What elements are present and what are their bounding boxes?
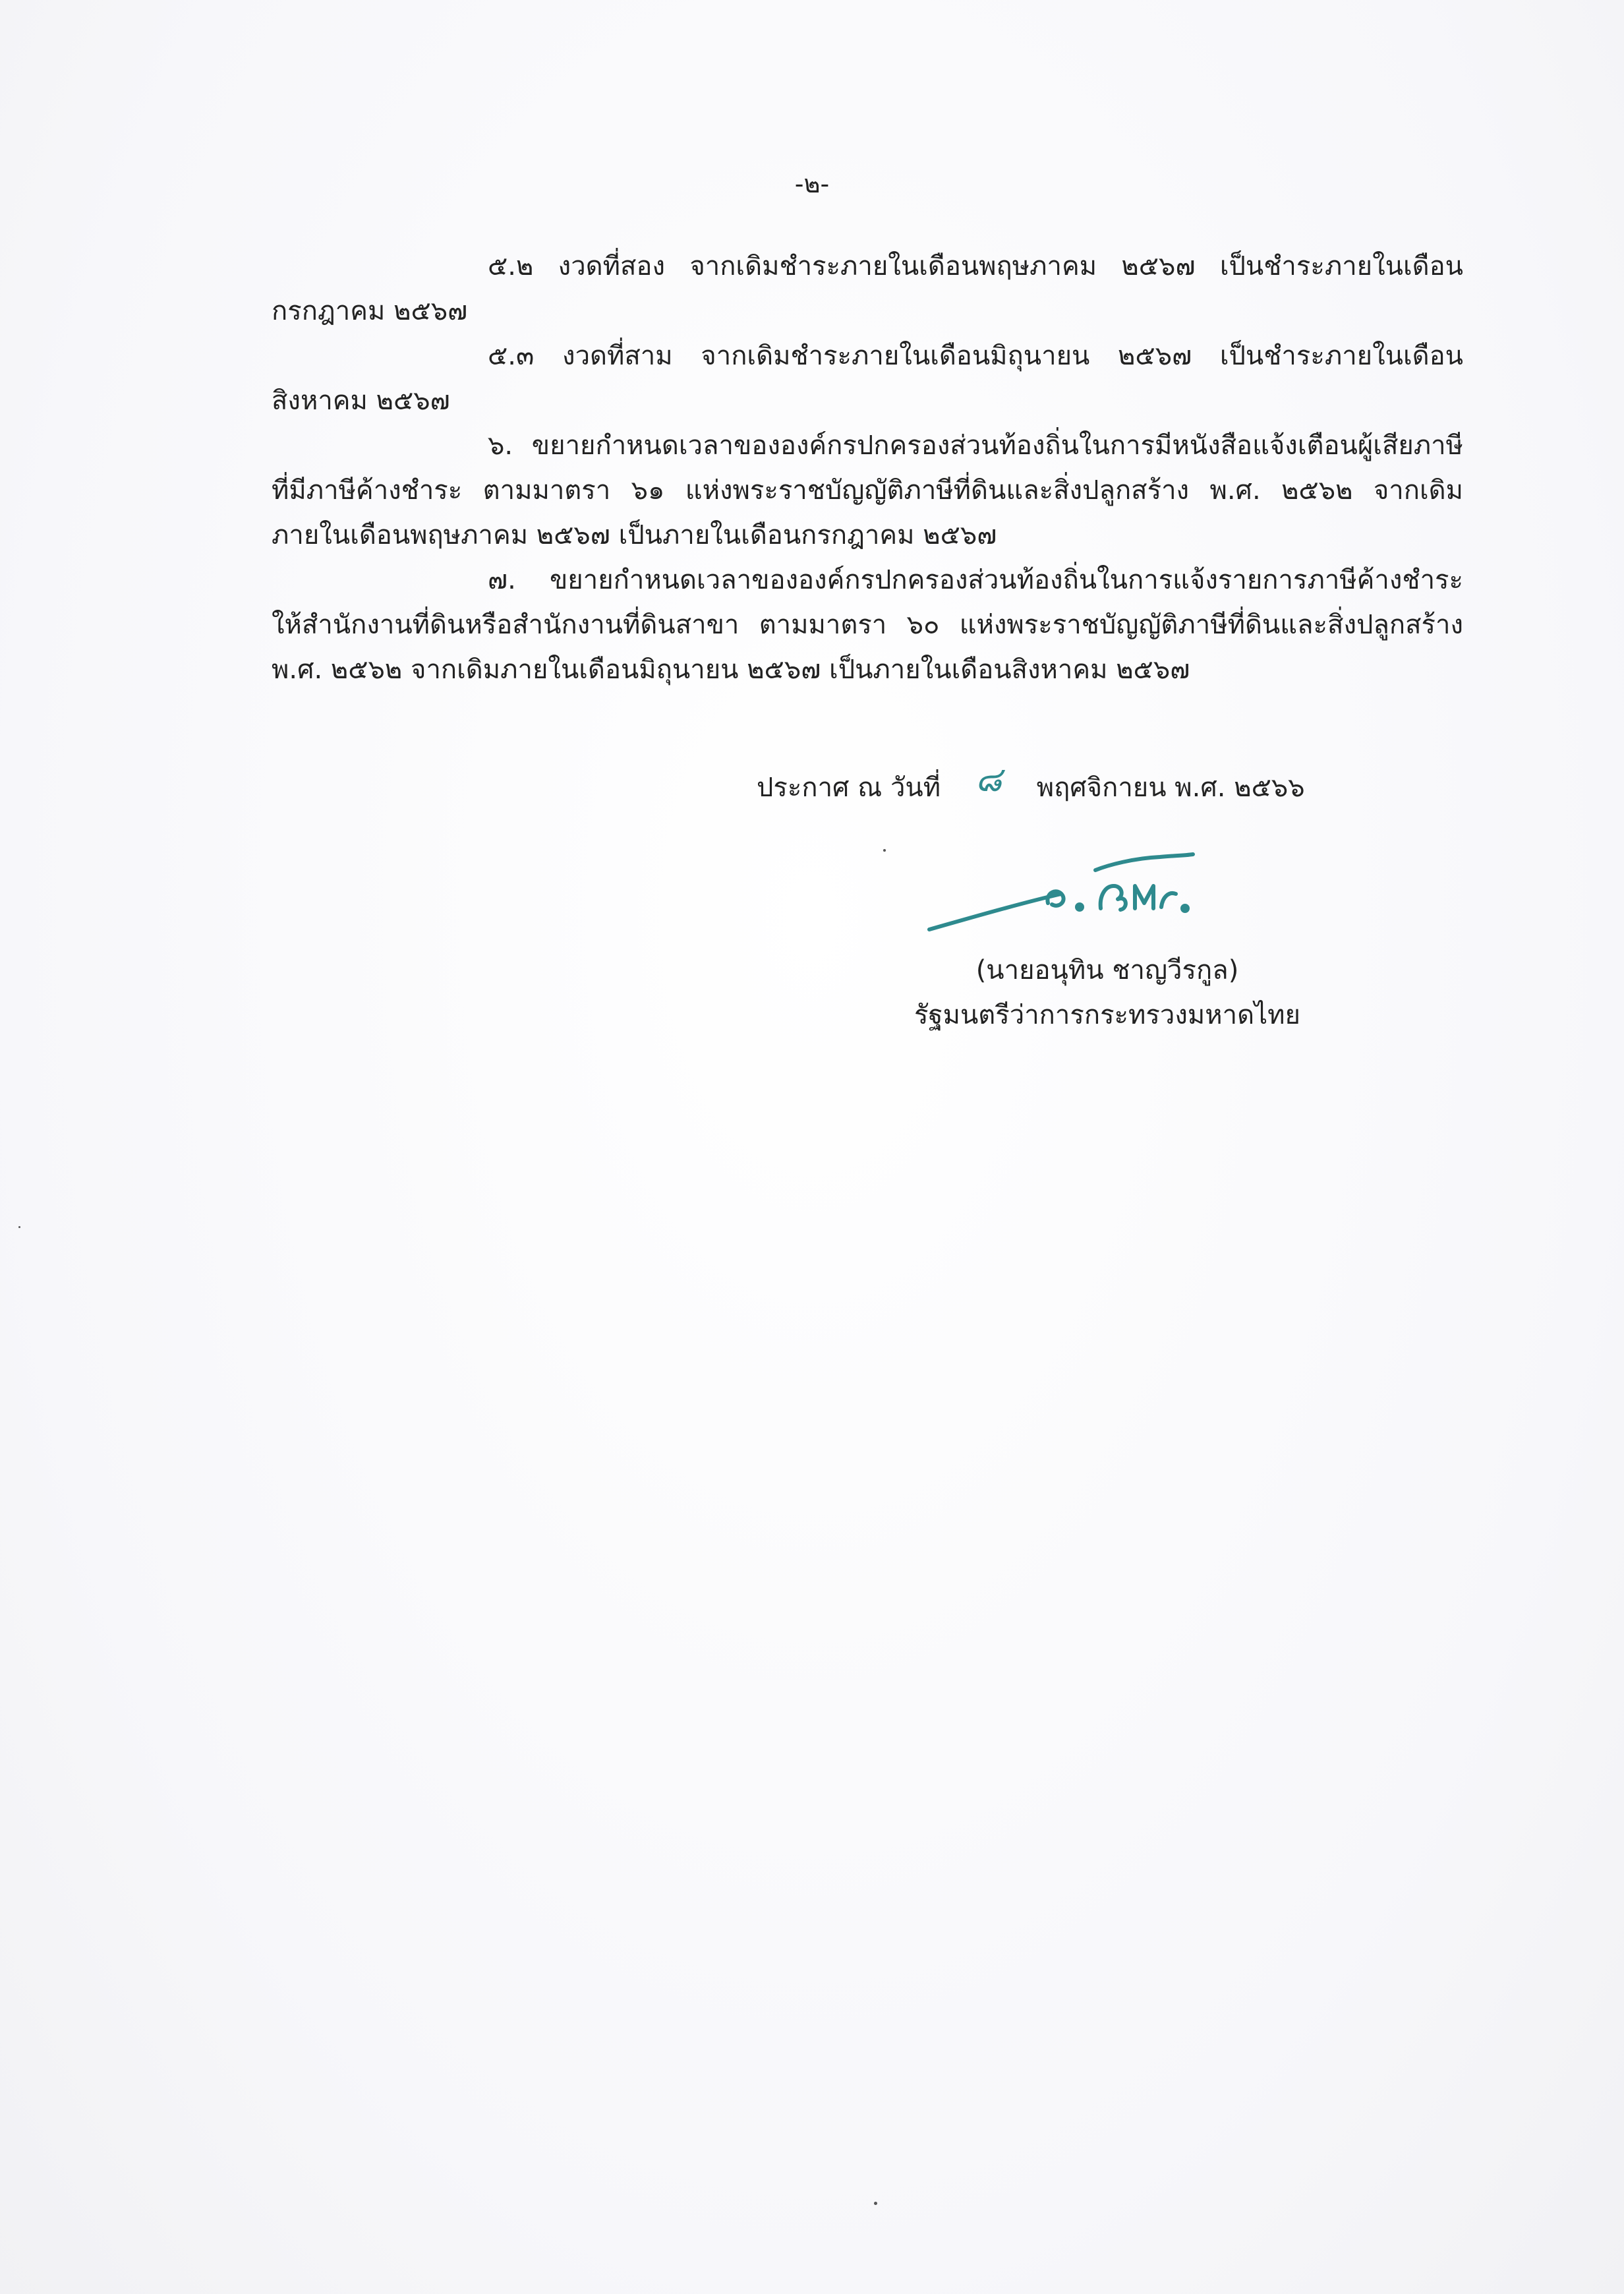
handwritten-signature <box>923 831 1226 949</box>
signer-block <box>896 948 1318 1038</box>
paper-speck <box>874 2202 877 2205</box>
paragraph-5-2: ๕.๒ งวดที่สอง จากเดิมชำระภายในเดือนพฤษภาคม ๒๕๖๗ เป็นชำระภายในเดือนกรกฎาคม ๒๕๖๗ <box>272 251 1463 326</box>
signer-position: รัฐมนตรีว่าการกระทรวงมหาดไทย <box>914 1000 1300 1030</box>
paragraph-5-3: ๕.๓ งวดที่สาม จากเดิมชำระภายในเดือนมิถุนายน ๒๕๖๗ เป็นชำระภายในเดือนสิงหาคม ๒๕๖๗ <box>272 341 1463 416</box>
announcement-prefix: ประกาศ ณ วันที่ <box>757 773 941 803</box>
announcement-date-line <box>757 757 1305 811</box>
announcement-day-handwritten: ๘ <box>975 760 1002 800</box>
page-number: -๒- <box>794 169 830 198</box>
document-body <box>272 244 1463 692</box>
paragraph-6: ๖. ขยายกำหนดเวลาขององค์กรปกครองส่วนท้องถิ่นในการมีหนังสือแจ้งเตือนผู้เสียภาษีที่มีภาษีค้างชำระ ตามมาตรา ๖๑ แห่งพระราชบัญญัติภาษีที่ดินและสิ่งปลูกสร้าง พ.ศ. ๒๕๖๒ จากเดิมภายในเดือนพฤษภาคม ๒๕๖๗ เป็นภายในเดือนกรกฎาคม ๒๕๖๗ <box>272 430 1463 550</box>
signer-name: (นายอนุทิน ชาญวีรกูล) <box>975 955 1239 985</box>
paragraph-7: ๗. ขยายกำหนดเวลาขององค์กรปกครองส่วนท้องถิ่นในการแจ้งรายการภาษีค้างชำระให้สำนักงานที่ดินหรือสำนักงานที่ดินสาขา ตามมาตรา ๖๐ แห่งพระราชบัญญัติภาษีที่ดินและสิ่งปลูกสร้าง พ.ศ. ๒๕๖๒ จากเดิมภายในเดือนมิถุนายน ๒๕๖๗ เป็นภายในเดือนสิงหาคม ๒๕๖๗ <box>272 565 1463 685</box>
paper-speck <box>883 849 886 852</box>
announcement-month-year: พฤศจิกายน พ.ศ. ๒๕๖๖ <box>1036 773 1305 803</box>
paper-speck <box>18 1226 20 1228</box>
